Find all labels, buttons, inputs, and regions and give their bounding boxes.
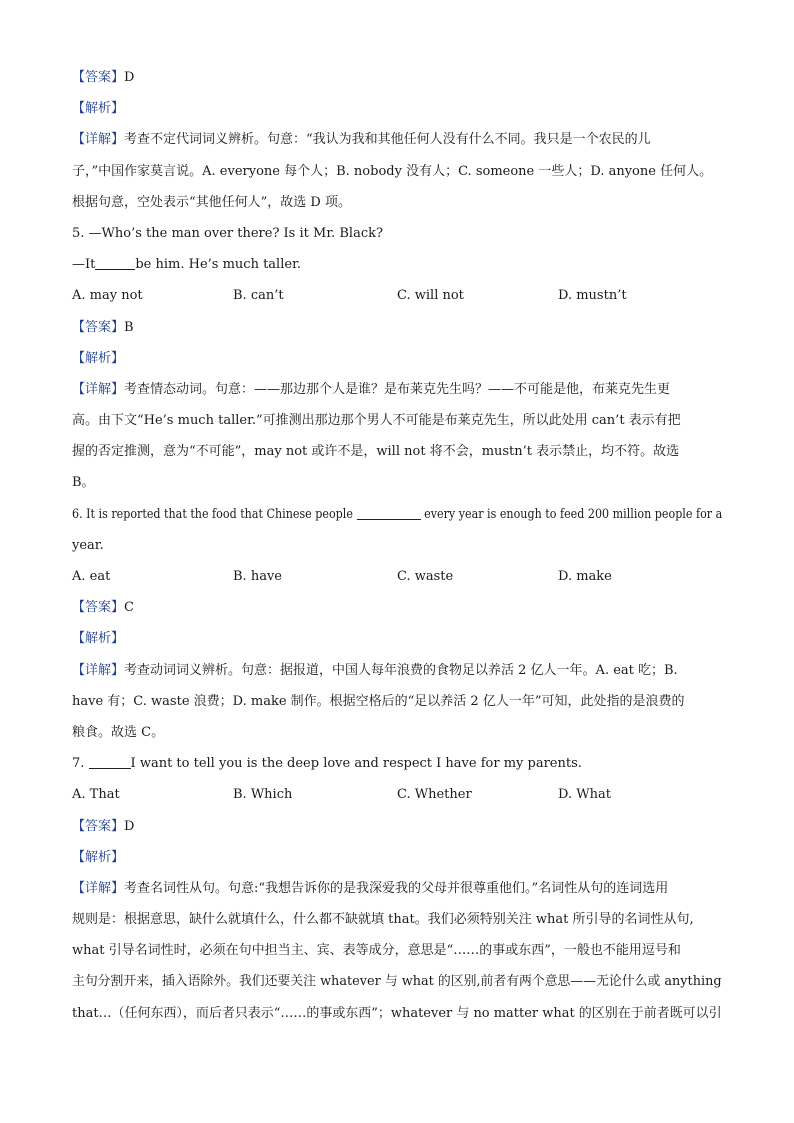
detail-text: 主句分割开来，插入语除外。我们还要关注 whatever 与 what 的区别,前者有两个意思——无论什么或 anything bbox=[72, 974, 722, 990]
question-text: every year is enough to feed 200 million people for a bbox=[424, 506, 723, 522]
answer-value: D bbox=[124, 818, 135, 834]
analysis-line bbox=[72, 93, 722, 124]
detail-line bbox=[72, 436, 722, 467]
detail-text: 高。由下文“He’s much taller.”可推测出那边那个男人不可能是布莱克先生，所以此处用 can’t 表示有把 bbox=[72, 413, 681, 429]
option-c[interactable]: C. will not bbox=[397, 288, 464, 304]
answer-line bbox=[72, 62, 722, 93]
detail-text: 子，”中国作家莫言说。A. everyone 每个人；B. nobody 没有人；C. someone 一些人；D. anyone 任何人。 bbox=[72, 163, 713, 179]
option-a[interactable]: A. eat bbox=[72, 569, 111, 584]
option-d[interactable]: D. What bbox=[558, 787, 611, 803]
detail-text: 握的否定推测，意为“不可能”，may not 或许不是，will not 将不会，mustn’t 表示禁止，均不符。故选 bbox=[72, 444, 680, 460]
analysis-label: 【解析】 bbox=[72, 849, 125, 865]
option-a[interactable]: A. That bbox=[72, 787, 120, 803]
answer-line bbox=[72, 811, 722, 842]
analysis-line bbox=[72, 343, 722, 374]
option-d[interactable]: D. mustn’t bbox=[558, 288, 627, 304]
question-6-stem bbox=[72, 499, 723, 530]
detail-text: 考查不定代词词义辨析。句意：“我认为我和其他任何人没有什么不同。我只是一个农民的儿 bbox=[124, 132, 651, 148]
answer-line bbox=[72, 312, 722, 343]
answer-label: 【答案】 bbox=[72, 818, 125, 834]
detail-line bbox=[72, 467, 722, 498]
detail-line bbox=[72, 187, 722, 218]
detail-text: what 引导名词性时，必须在句中担当主、宾、表等成分，意思是“……的事或东西”，一般也不能用逗号和 bbox=[72, 943, 681, 959]
detail-line bbox=[72, 717, 722, 748]
answer-value: C bbox=[124, 600, 134, 616]
question-5-stem-line2 bbox=[72, 249, 722, 280]
option-b[interactable]: B. have bbox=[233, 569, 282, 584]
detail-line bbox=[72, 966, 722, 997]
answer-label: 【答案】 bbox=[72, 319, 125, 335]
question-text: 7. bbox=[72, 756, 85, 772]
detail-text: have 有；C. waste 浪费；D. make 制作。根据空格后的“足以养活 2 亿人一年”可知，此处指的是浪费的 bbox=[72, 693, 685, 709]
detail-label: 【详解】 bbox=[72, 381, 125, 397]
question-5-stem bbox=[72, 218, 722, 249]
detail-line bbox=[72, 124, 722, 155]
question-6-stem-line2 bbox=[72, 530, 722, 561]
answer-blank[interactable] bbox=[95, 253, 135, 270]
analysis-label: 【解析】 bbox=[72, 350, 125, 366]
option-d[interactable]: D. make bbox=[558, 569, 612, 584]
analysis-label: 【解析】 bbox=[72, 631, 125, 647]
detail-line bbox=[72, 405, 722, 436]
detail-line bbox=[72, 374, 722, 405]
option-b[interactable]: B. Which bbox=[233, 787, 293, 803]
option-b[interactable]: B. can’t bbox=[233, 288, 284, 304]
document-page bbox=[72, 62, 722, 1029]
question-7-stem bbox=[72, 748, 722, 779]
detail-line bbox=[72, 935, 722, 966]
detail-text: 考查情态动词。句意：——那边那个人是谁？是布莱克先生吗？——不可能是他，布莱克先生更 bbox=[124, 381, 671, 397]
question-text: 5. —Who’s the man over there? Is it Mr. Black? bbox=[72, 225, 383, 241]
question-text: be him. He’s much taller. bbox=[135, 257, 301, 273]
option-c[interactable]: C. waste bbox=[397, 569, 454, 584]
detail-text: 考查动词词义辨析。句意：据报道，中国人每年浪费的食物足以养活 2 亿人一年。A. eat 吃；B. bbox=[124, 662, 678, 678]
question-text: 6. It is reported that the food that Chinese people bbox=[72, 506, 353, 522]
answer-label: 【答案】 bbox=[72, 70, 125, 85]
detail-text: that…（任何东西），而后者只表示“……的事或东西”；whatever 与 no matter what 的区别在于前者既可以引 bbox=[72, 1005, 722, 1021]
answer-value: D bbox=[124, 70, 135, 85]
detail-label: 【详解】 bbox=[72, 132, 125, 148]
detail-line bbox=[72, 686, 722, 717]
answer-value: B bbox=[124, 319, 134, 335]
detail-line bbox=[72, 156, 722, 187]
detail-text: 规则是：根据意思，缺什么就填什么，什么都不缺就填 that。我们必须特别关注 what 所引导的名词性从句, bbox=[72, 912, 694, 928]
detail-label: 【详解】 bbox=[72, 880, 125, 896]
detail-line bbox=[72, 998, 721, 1029]
answer-blank[interactable] bbox=[356, 503, 420, 520]
option-a[interactable]: A. may not bbox=[72, 288, 143, 304]
question-6-options bbox=[72, 561, 722, 592]
question-5-options bbox=[72, 280, 722, 311]
answer-line bbox=[72, 592, 722, 623]
detail-text: 粮食。故选 C。 bbox=[72, 724, 165, 740]
detail-text: 考查名词性从句。句意:“我想告诉你的是我深爱我的父母并很尊重他们。”名词性从句的连词选用 bbox=[124, 880, 669, 896]
analysis-line bbox=[72, 623, 722, 654]
analysis-label: 【解析】 bbox=[72, 101, 125, 117]
answer-label: 【答案】 bbox=[72, 600, 125, 616]
detail-line bbox=[72, 904, 722, 935]
detail-text: 根据句意，空处表示“其他任何人”，故选 D 项。 bbox=[72, 194, 351, 210]
question-text: —It bbox=[72, 257, 96, 273]
detail-line bbox=[72, 655, 722, 686]
question-7-options bbox=[72, 779, 722, 810]
option-c[interactable]: C. Whether bbox=[397, 787, 472, 803]
question-text: I want to tell you is the deep love and respect I have for my parents. bbox=[130, 756, 582, 772]
detail-label: 【详解】 bbox=[72, 662, 125, 678]
detail-line bbox=[72, 873, 722, 904]
analysis-line bbox=[72, 842, 722, 873]
detail-text: B。 bbox=[72, 475, 95, 491]
question-text: year. bbox=[72, 537, 104, 553]
answer-blank[interactable] bbox=[89, 752, 131, 769]
